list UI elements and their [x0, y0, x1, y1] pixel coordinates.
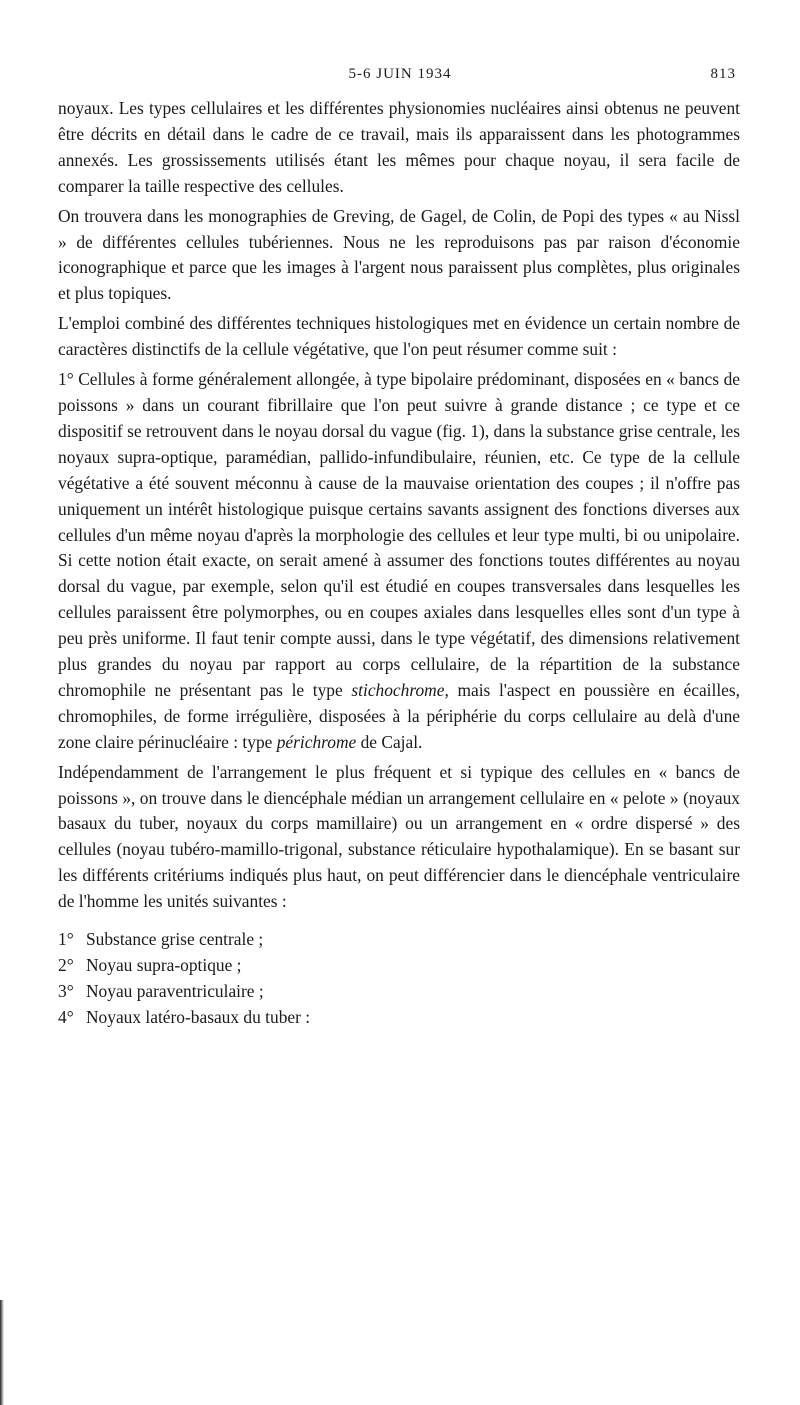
list-item — [58, 927, 740, 953]
body-text — [58, 96, 740, 1031]
list-item-text: Noyau supra-optique ; — [86, 955, 242, 975]
paragraph-p4 — [58, 367, 740, 756]
italic-term: stichochrome — [351, 679, 445, 700]
paragraph-p5 — [58, 760, 740, 915]
list-item-number: 4° — [58, 1006, 74, 1027]
text-run: de Cajal. — [356, 731, 423, 752]
page-number: 813 — [710, 66, 736, 82]
units-list — [58, 927, 740, 1031]
italic-term: périchrome — [276, 731, 357, 752]
page-header — [60, 66, 740, 90]
scan-edge-shadow — [0, 1300, 4, 1405]
paragraph-p1 — [58, 96, 740, 200]
text-run: Indépendamment de l'arrangement le plus fréquent et si typique des cellules en « bancs de poissons », on trouve dans le diencéphale médian un arrangement cellulaire en « pelote » (noyaux basaux du tuber, noyaux du corps mamillaire) ou un arrangement en « ordre dispersé » des cellules (noyau tubéro-mamillo-trigonal, substance réticulaire hypothalamique). En se basant sur les différents critériums indiqués plus haut, on peut différencier dans le diencéphale ventriculaire de l'homme les unités suivantes : — [58, 761, 740, 912]
text-run: On trouvera dans les monographies de Greving, de Gagel, de Colin, de Popi des types « au Nissl » de différentes cellules tubériennes. Nous ne les reproduisons pas par raison d'économie iconographique et parce que les images à l'argent nous paraissent plus complètes, plus originales et plus topiques. — [58, 205, 740, 304]
list-item-text: Noyau paraventriculaire ; — [86, 980, 264, 1001]
list-item-text: Noyaux latéro-basaux du tuber : — [86, 1006, 311, 1027]
text-run: , mais l'aspect en poussière en écailles, chromophiles, de forme irrégulière, disposées à la périphérie du corps cellulaire au delà d'une zone claire périnucléaire : type — [58, 679, 740, 752]
header-date: 5-6 JUIN 1934 — [348, 66, 452, 82]
list-item — [58, 979, 740, 1005]
paragraph-p2 — [58, 204, 740, 308]
list-item-number: 3° — [58, 980, 74, 1001]
list-item-number: 1° — [58, 929, 74, 950]
list-item — [58, 953, 740, 979]
paragraph-p3 — [58, 311, 740, 363]
text-run: 1° Cellules à forme généralement allongée, à type bipolaire prédominant, disposées en « bancs de poissons » dans un courant fibrillaire que l'on peut suivre à grande distance ; ce type et ce dispositif se retrouvent dans le noyau dorsal du vague (fig. 1), dans la substance grise centrale, les noyaux supra-optique, paramédian, pallido-infundibulaire, réunien, etc. Ce type de la cellule végétative a été souvent méconnu à cause de la mauvaise orientation des coupes ; il n'offre pas uniquement un intérêt histologique puisque certains savants assignent des fonctions diverses aux cellules d'un même noyau d'après la morphologie des cellules et leur type multi, bi ou unipolaire. Si cette notion était exacte, on serait amené à assumer des fonctions toutes différentes au noyau dorsal du vague, par exemple, selon qu'il est étudié en coupes transversales dans lesquelles les cellules paraissent être polymorphes, ou en coupes axiales dans lesquelles elles sont d'un type à peu près uniforme. Il faut tenir compte aussi, dans le type végétatif, des dimensions relativement plus grandes du noyau par rapport au corps cellulaire, de la répartition de la substance chromophile ne présentant pas le type — [58, 369, 740, 700]
text-run: noyaux. Les types cellulaires et les différentes physionomies nucléaires ainsi obtenus ne peuvent être décrits en détail dans le cadre de ce travail, mais ils apparaissent dans les photogrammes annexés. Les grossissements utilisés étant les mêmes pour chaque noyau, il sera facile de comparer la taille respective des cellules. — [58, 98, 740, 196]
text-run: L'emploi combiné des différentes techniques histologiques met en évidence un certain nombre de caractères distinctifs de la cellule végétative, que l'on peut résumer comme suit : — [58, 313, 740, 360]
list-item-text: Substance grise centrale ; — [86, 929, 264, 950]
list-item-number: 2° — [58, 955, 74, 975]
list-item — [58, 1005, 740, 1031]
